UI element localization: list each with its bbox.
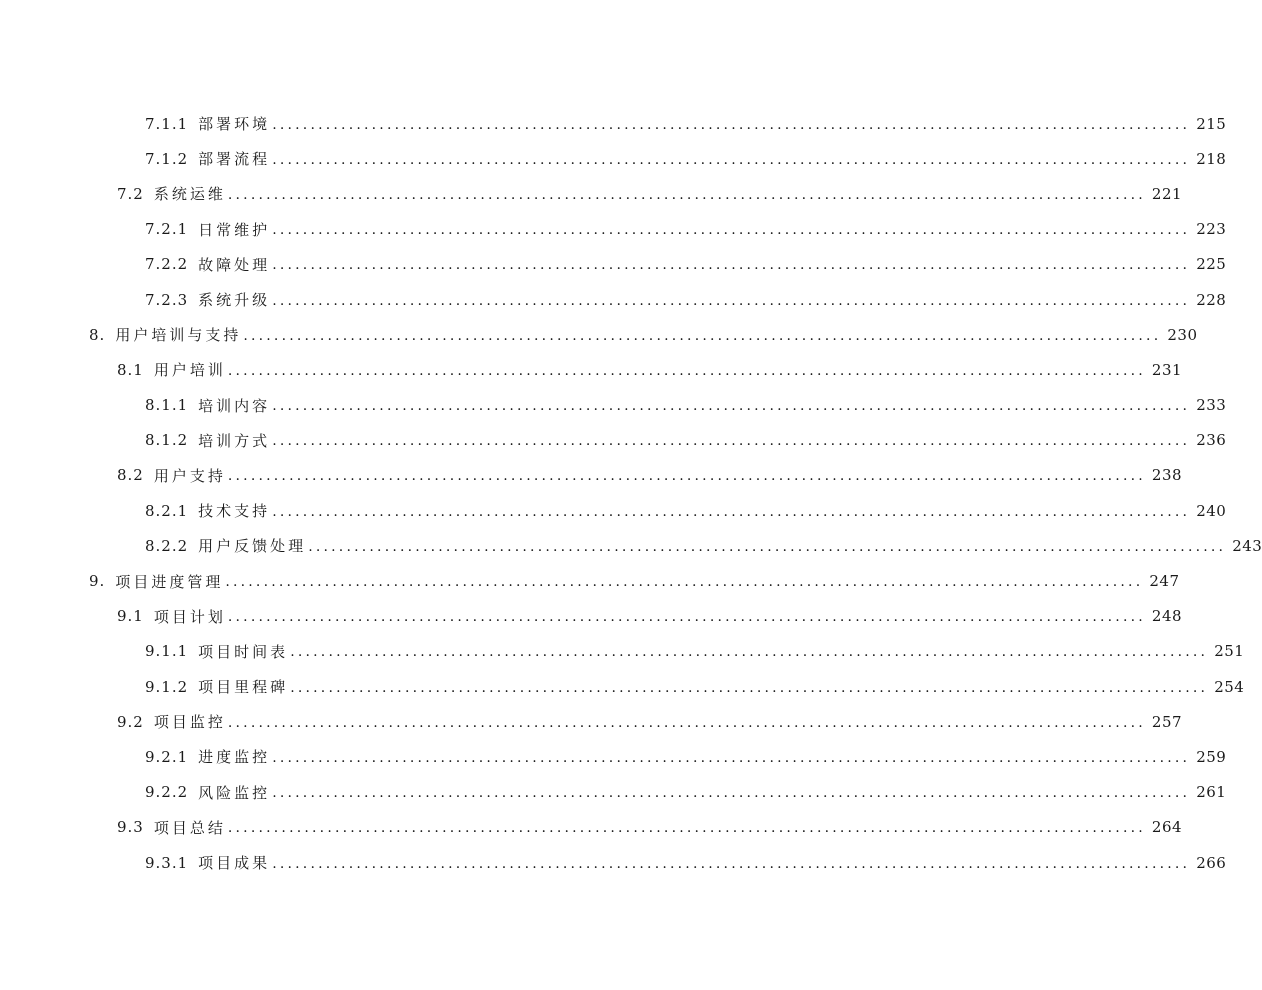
- toc-entry[interactable]: [0, 634, 1245, 669]
- toc-entry-title: 故障处理: [198, 255, 271, 274]
- toc-entry[interactable]: [0, 493, 1227, 528]
- toc-entry-page: 221: [1151, 184, 1183, 203]
- toc-entry-page: 233: [1196, 396, 1227, 415]
- toc-entry-number: 9.1.1: [145, 642, 189, 661]
- toc-entry-title: 项目进度管理: [115, 572, 224, 591]
- toc-entry-number: 8.2: [117, 466, 144, 485]
- toc-entry-title: 培训内容: [198, 396, 271, 415]
- toc-entry[interactable]: [0, 423, 1227, 458]
- toc-entry[interactable]: [0, 563, 1180, 598]
- toc-entry[interactable]: [0, 317, 1198, 352]
- toc-entry-title: 风险监控: [198, 783, 271, 802]
- toc-dot-leader: ........................................................................................................................: [272, 257, 1191, 274]
- toc-entry-title: 项目总结: [153, 818, 226, 837]
- toc-dot-leader: ........................................................................................................................: [227, 609, 1146, 626]
- toc-entry-page: 247: [1149, 572, 1180, 591]
- toc-entry-title: 项目成果: [198, 854, 271, 873]
- toc-entry-title: 进度监控: [198, 748, 271, 767]
- toc-entry-page: 218: [1196, 149, 1227, 168]
- toc-entry-number: 8.1: [117, 360, 144, 379]
- toc-entry-title: 用户支持: [153, 466, 226, 485]
- toc-entry-title: 项目里程碑: [198, 678, 289, 697]
- toc-entry[interactable]: [0, 669, 1245, 704]
- toc-dot-leader: ........................................................................................................................: [308, 538, 1227, 555]
- toc-dot-leader: ........................................................................................................................: [225, 574, 1144, 591]
- toc-entry-page: 261: [1196, 783, 1227, 802]
- toc-entry-page: 266: [1196, 853, 1227, 872]
- toc-entry-title: 项目计划: [153, 607, 226, 626]
- toc-entry-number: 9.2: [117, 712, 144, 731]
- toc-dot-leader: ........................................................................................................................: [272, 503, 1191, 520]
- toc-entry-page: 264: [1151, 818, 1183, 837]
- toc-dot-leader: ........................................................................................................................: [290, 644, 1209, 661]
- toc-dot-leader: ........................................................................................................................: [272, 433, 1191, 450]
- toc-entry-number: 9.3: [117, 818, 144, 837]
- toc-entry-number: 9.3.1: [145, 853, 189, 872]
- toc-entry-page: 236: [1196, 431, 1227, 450]
- toc-dot-leader: ........................................................................................................................: [290, 679, 1209, 696]
- toc-entry-number: 8.: [89, 325, 106, 344]
- toc-entry-page: 238: [1151, 466, 1183, 485]
- toc-entry-page: 248: [1151, 607, 1183, 626]
- toc-entry-title: 部署环境: [198, 115, 271, 134]
- toc-dot-leader: ........................................................................................................................: [227, 468, 1146, 485]
- toc-entry-number: 8.1.1: [145, 396, 189, 415]
- toc-entry[interactable]: [0, 282, 1227, 317]
- toc-dot-leader: ........................................................................................................................: [227, 714, 1146, 731]
- toc-entry-number: 7.2.3: [145, 290, 189, 309]
- toc-entry[interactable]: [0, 141, 1227, 176]
- toc-entry-title: 项目时间表: [198, 642, 289, 661]
- toc-entry-title: 培训方式: [198, 431, 271, 450]
- toc-entry-number: 9.1.2: [145, 677, 189, 696]
- toc-entry-page: 243: [1232, 536, 1262, 555]
- toc-entry-page: 251: [1214, 642, 1245, 661]
- table-of-contents: [0, 106, 1262, 880]
- toc-dot-leader: ........................................................................................................................: [272, 855, 1191, 872]
- toc-entry-page: 231: [1151, 360, 1183, 379]
- toc-entry-page: 259: [1196, 747, 1227, 766]
- toc-dot-leader: ........................................................................................................................: [227, 186, 1146, 203]
- toc-entry[interactable]: [0, 247, 1227, 282]
- toc-entry[interactable]: [0, 176, 1183, 211]
- toc-entry-page: 215: [1196, 114, 1227, 133]
- toc-dot-leader: ........................................................................................................................: [272, 151, 1191, 168]
- toc-entry-title: 项目监控: [153, 713, 226, 732]
- toc-entry-number: 7.2: [117, 184, 144, 203]
- toc-entry-number: 8.2.1: [145, 501, 189, 520]
- toc-entry[interactable]: [0, 810, 1183, 845]
- toc-entry-page: 225: [1196, 255, 1227, 274]
- toc-entry-number: 7.2.2: [145, 255, 189, 274]
- toc-entry-page: 254: [1214, 677, 1245, 696]
- toc-dot-leader: ........................................................................................................................: [227, 820, 1146, 837]
- toc-dot-leader: ........................................................................................................................: [272, 785, 1191, 802]
- toc-entry-title: 日常维护: [198, 220, 271, 239]
- toc-entry-page: 223: [1196, 220, 1227, 239]
- toc-entry-title: 技术支持: [198, 502, 271, 521]
- toc-entry[interactable]: [0, 212, 1227, 247]
- toc-dot-leader: ........................................................................................................................: [272, 749, 1191, 766]
- toc-dot-leader: ........................................................................................................................: [272, 292, 1191, 309]
- toc-entry-number: 9.: [89, 572, 106, 591]
- toc-entry-page: 257: [1151, 712, 1183, 731]
- toc-entry-title: 系统运维: [153, 185, 226, 204]
- toc-entry[interactable]: [0, 388, 1227, 423]
- toc-entry-number: 9.2.1: [145, 747, 189, 766]
- toc-entry[interactable]: [0, 845, 1227, 880]
- toc-entry-number: 8.2.2: [145, 536, 189, 555]
- toc-entry-number: 9.2.2: [145, 783, 189, 802]
- toc-entry-number: 7.2.1: [145, 220, 189, 239]
- toc-entry[interactable]: [0, 739, 1227, 774]
- toc-entry-title: 用户反馈处理: [198, 537, 307, 556]
- toc-entry-page: 240: [1196, 501, 1227, 520]
- toc-entry[interactable]: [0, 458, 1183, 493]
- toc-entry-number: 7.1.1: [145, 114, 189, 133]
- toc-entry[interactable]: [0, 106, 1227, 141]
- toc-entry-number: 9.1: [117, 607, 144, 626]
- toc-entry-number: 8.1.2: [145, 431, 189, 450]
- toc-entry-page: 228: [1196, 290, 1227, 309]
- toc-entry[interactable]: [0, 352, 1183, 387]
- toc-entry-page: 230: [1167, 325, 1198, 344]
- toc-entry-title: 用户培训: [153, 361, 226, 380]
- toc-entry[interactable]: [0, 775, 1227, 810]
- toc-entry-title: 用户培训与支持: [115, 326, 242, 345]
- toc-entry-number: 7.1.2: [145, 149, 189, 168]
- toc-dot-leader: ........................................................................................................................: [272, 116, 1191, 133]
- toc-entry-title: 系统升级: [198, 291, 271, 310]
- toc-entry[interactable]: [0, 599, 1183, 634]
- toc-dot-leader: ........................................................................................................................: [272, 222, 1191, 239]
- toc-entry-title: 部署流程: [198, 150, 271, 169]
- toc-dot-leader: ........................................................................................................................: [243, 327, 1162, 344]
- toc-dot-leader: ........................................................................................................................: [272, 398, 1191, 415]
- toc-entry[interactable]: [0, 704, 1183, 739]
- toc-entry[interactable]: [0, 528, 1262, 563]
- toc-dot-leader: ........................................................................................................................: [227, 362, 1146, 379]
